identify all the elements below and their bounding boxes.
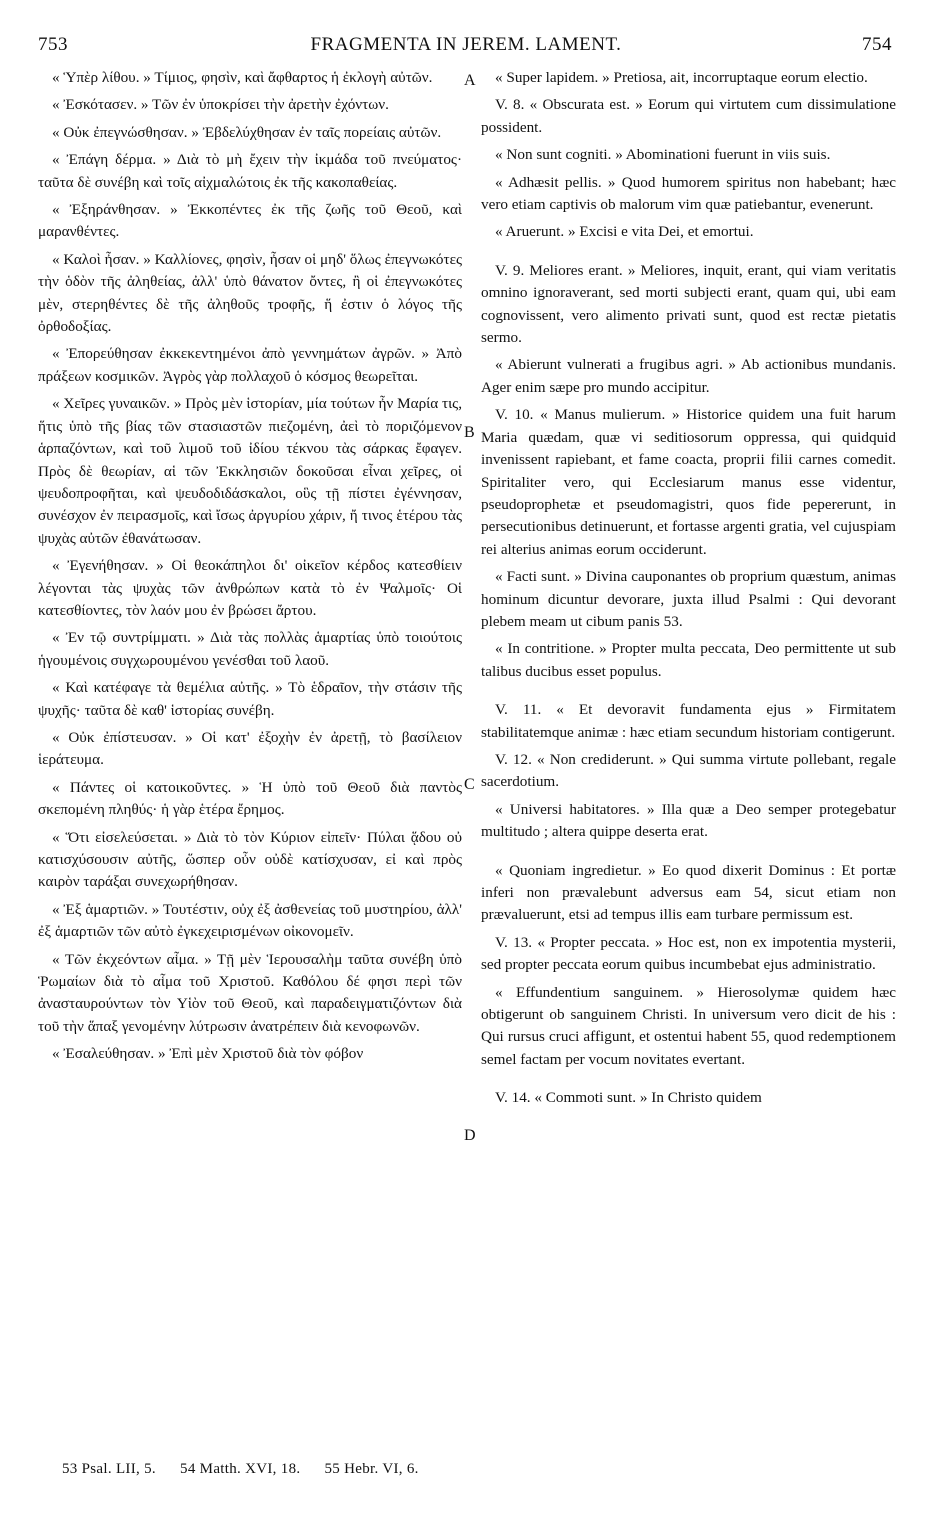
greek-paragraph: « Ὑπὲρ λίθου. » Τίμιος, φησὶν, καὶ ἄφθαρτος ἡ ἐκλογὴ αὐτῶν. — [52, 69, 433, 86]
greek-paragraph: « Καλοὶ ἦσαν. » Καλλίονες, φησὶν, ἦσαν οἱ μηδ' ὅλως ἐπεγνωκότες τὴν ὁδὸν τῆς ἀληθείας, ἀλλ' ὑπὸ θάνατον ὄντες, ἢ οἱ ἐπεγνωκότες μὲν, στερηθέντες δὲ τῆς ἀληθοῦς τροφῆς, ἥ ἐστιν ὁ λόγος τῆς ὀρθοδοξίας. — [38, 250, 462, 336]
footnote: 53 Psal. LII, 5. — [62, 1461, 156, 1477]
greek-paragraph: « Ὅτι εἰσελεύσεται. » Διὰ τὸ τὸν Κύριον εἰπεῖν· Πύλαι ᾅδου οὐ κατισχύσουσιν αὐτῆς, ὥσπερ οὖν οὐδὲ κατίσχυσαν, εἰ καὶ πρὸς καιρὸν ταράξαι συνεχωρήθησαν. — [38, 828, 462, 891]
latin-paragraph: V. 8. « Obscurata est. » Eorum qui virtutem cum dissimulatione possident. — [481, 96, 896, 136]
latin-paragraph: V. 11. « Et devoravit fundamenta ejus » Firmitatem stabilitatemque animæ : hæc etiam secundum historiam contigerunt. — [481, 701, 896, 741]
latin-paragraph: « Facti sunt. » Divina cauponantes ob proprium quæstum, animas hominum dicuntur devorare, juxta illud Psalmi : Qui devorant plebem meam ut cibum panis 53. — [481, 568, 896, 630]
margin-letter-b: B — [464, 424, 475, 441]
greek-paragraph: « Ἐν τῷ συντρίμματι. » Διὰ τὰς πολλὰς ἁμαρτίας ὑπὸ τοιούτοις ἡγουμένοις συγχωρουμένου γενέσθαι τοῦ λαοῦ. — [38, 629, 462, 669]
left-page-number: 753 — [38, 34, 68, 55]
greek-paragraph: « Ἐσκότασεν. » Τῶν ἐν ὑποκρίσει τὴν ἀρετὴν ἐχόντων. — [52, 96, 389, 114]
latin-paragraph: « Non sunt cogniti. » Abominationi fuerunt in viis suis. — [495, 146, 831, 164]
greek-paragraph: « Ἐπάγη δέρμα. » Διὰ τὸ μὴ ἔχειν τὴν ἰκμάδα τοῦ πνεύματος· ταῦτα δὲ συνέβη καὶ τοῖς αἰχμαλώτοις ἐκ τῆς κακοπαθείας. — [38, 151, 462, 191]
greek-paragraph: « Ἐσαλεύθησαν. » Ἐπὶ μὲν Χριστοῦ διὰ τὸν φόβον — [52, 1045, 364, 1063]
greek-paragraph: « Οὐκ ἐπεγνώσθησαν. » Ἐβδελύχθησαν ἐν ταῖς πορείαις αὐτῶν. — [52, 123, 442, 141]
latin-paragraph: V. 12. « Non crediderunt. » Qui summa virtute pollebant, regale sacerdotium. — [481, 750, 896, 791]
latin-paragraph: « Universi habitatores. » Illa quæ a Deo semper protegebatur multitudo ; altera quippe deserta erat. — [481, 800, 896, 841]
greek-paragraph: « Ἐπορεύθησαν ἐκκεκεντημένοι ἀπὸ γεννημάτων ἀγρῶν. » Ἀπὸ πράξεων κοσμικῶν. Ἀγρὸς γὰρ πολλαχοῦ ὁ κόσμος θεωρεῖται. — [38, 345, 462, 385]
latin-paragraph: « Aruerunt. » Excisi e vita Dei, et emortui. — [495, 223, 754, 241]
latin-paragraph: « Adhæsit pellis. » Quod humorem spiritus non habebant; hæc vero etiam captivis ob malorum vim quæ patiebantur, evenerunt. — [481, 173, 896, 214]
latin-paragraph: V. 9. Meliores erant. » Meliores, inquit, erant, qui viam veritatis omnino ignoraverant, sed morti subjecti erant, quam qui, ubi eam cognovissent, vero alimento privati sunt, quod est rectæ pietatis sermo. — [481, 261, 896, 347]
latin-paragraph: V. 13. « Propter peccata. » Hoc est, non ex impotentia mysterii, sed propter peccata eorum quibus incumbebat ejus administratio. — [481, 933, 896, 974]
greek-paragraph: « Οὐκ ἐπίστευσαν. » Οἱ κατ' ἐξοχὴν ἐν ἀρετῇ, τὸ βασίλειον ἱεράτευμα. — [38, 728, 462, 769]
latin-column — [481, 67, 896, 1115]
right-page-number: 754 — [862, 34, 892, 55]
footnotes — [62, 1461, 439, 1478]
latin-paragraph: « Quoniam ingredietur. » Eo quod dixerit Dominus : Et portæ inferi non prævalebunt adversus eam 54, sicut etiam non prævaluerunt, etsi ad tempus illis eam turbare permissum est. — [481, 861, 896, 924]
greek-paragraph: « Ἐξ ἁμαρτιῶν. » Τουτέστιν, οὐχ ἐξ ἀσθενείας τοῦ μυστηρίου, ἀλλ' ἐξ ἁμαρτιῶν τῶν αὐτὸ ἐγκεχειρισμένων οἰκονομεῖν. — [38, 900, 462, 941]
latin-paragraph: « In contritione. » Propter multa peccata, Deo permittente ut sub talibus ducibus esset populus. — [481, 640, 896, 680]
margin-letter-a: A — [464, 72, 476, 89]
greek-column — [38, 67, 462, 1071]
greek-paragraph: « Χεῖρες γυναικῶν. » Πρὸς μὲν ἱστορίαν, μία τούτων ἦν Μαρία τις, ἥτις ὑπὸ τῆς βίας τῶν στασιαστῶν πιεζομένη, ἀεὶ τὸ ποριζόμενον ἁρπαζόντων, καὶ τοῦ λιμοῦ τοῦ ἰδίου τέκνου τὰς σάρκας ἔφαγεν. Πρὸς δὲ θεωρίαν, αἱ τῶν Ἐκκλησιῶν δοκοῦσαι εἶναι χεῖρες, οἱ ψευδοπροφῆται, καὶ ψευδοδιδάσκαλοι, οὓς τῇ πίστει ἐγέννησαν, συνέσχον ἐν πειρασμοῖς, καὶ ἴσως ἀργυρίου χάριν, ἤ τινος ἑτέρου τὰς ψυχὰς αὐτῶν ἐθανάτωσαν. — [38, 395, 462, 547]
latin-paragraph: V. 14. « Commoti sunt. » In Christo quidem — [495, 1089, 762, 1107]
greek-paragraph: « Τῶν ἐκχεόντων αἷμα. » Τῇ μὲν Ἱερουσαλὴμ ταῦτα συνέβη ὑπὸ Ῥωμαίων διὰ τὸ αἷμα τοῦ Χριστοῦ. Καθόλου δέ φησι περὶ τῶν ἀνασταυρούντων τὸν Υἱὸν τοῦ Θεοῦ, καὶ παραδειγματιζόντων διὰ τοῦ τὴν ἅπαξ γενομένην λύτρωσιν ἀνατρέπειν διὰ κενοφωνῶν. — [38, 950, 462, 1035]
latin-paragraph: V. 10. « Manus mulierum. » Historice quidem una fuit harum Maria quædam, quæ vi seditiosorum oppressa, qui quidquid invenissent rapiebant, et fame coacta, proprii filii carnes comedit. Spiritaliter vero, qui Ecclesiarum manus esse videntur, pseudoprophetæ et pseudomagistri, quos fide pepererunt, in persecutionibus detinuerunt, et fortasse argenti gratia, vel cujuspiam rei alterius animas eorum occiderunt. — [481, 406, 896, 558]
greek-paragraph: « Πάντες οἱ κατοικοῦντες. » Ἡ ὑπὸ τοῦ Θεοῦ διὰ παντὸς σκεπομένη πληθύς· ἡ γὰρ ἑτέρα ἔρημος. — [38, 778, 462, 819]
greek-paragraph: « Ἐγενήθησαν. » Οἱ θεοκάπηλοι δι' οἰκεῖον κέρδος κατεσθίειν λέγονται τὰς ψυχὰς τῶν ἀνθρώπων κατὰ τὸ ἐν Ψαλμοῖς· Οἱ κατεσθίοντες, τὸν λαόν μου ἐν βρώσει ἄρτου. — [38, 557, 462, 619]
greek-paragraph: « Καὶ κατέφαγε τὰ θεμέλια αὐτῆς. » Τὸ ἑδραῖον, τὴν στάσιν τῆς ψυχῆς· ταῦτα δὲ καθ' ἱστορίας συνέβη. — [38, 679, 462, 719]
margin-letter-d: D — [464, 1127, 476, 1144]
margin-letter-c: C — [464, 776, 475, 793]
latin-paragraph: « Effundentium sanguinem. » Hierosolymæ quidem hæc obtigerunt ob sanguinem Christi. In universum vero dicit de his : Qui rursus cruci affigunt, et ostentui habent 55, quod redemptionem semel factam per vocum novitates evertant. — [481, 983, 896, 1068]
running-title: FRAGMENTA IN JEREM. LAMENT. — [310, 34, 622, 55]
footnote: 55 Hebr. VI, 6. — [324, 1461, 419, 1477]
footnote: 54 Matth. XVI, 18. — [180, 1461, 301, 1477]
latin-paragraph: « Abierunt vulnerati a frugibus agri. » Ab actionibus mundanis. Ager enim sæpe pro mundo accipitur. — [481, 356, 896, 396]
latin-paragraph: « Super lapidem. » Pretiosa, ait, incorruptaque eorum electio. — [495, 69, 868, 86]
greek-paragraph: « Ἐξηράνθησαν. » Ἐκκοπέντες ἐκ τῆς ζωῆς τοῦ Θεοῦ, καὶ μαρανθέντες. — [38, 201, 462, 241]
